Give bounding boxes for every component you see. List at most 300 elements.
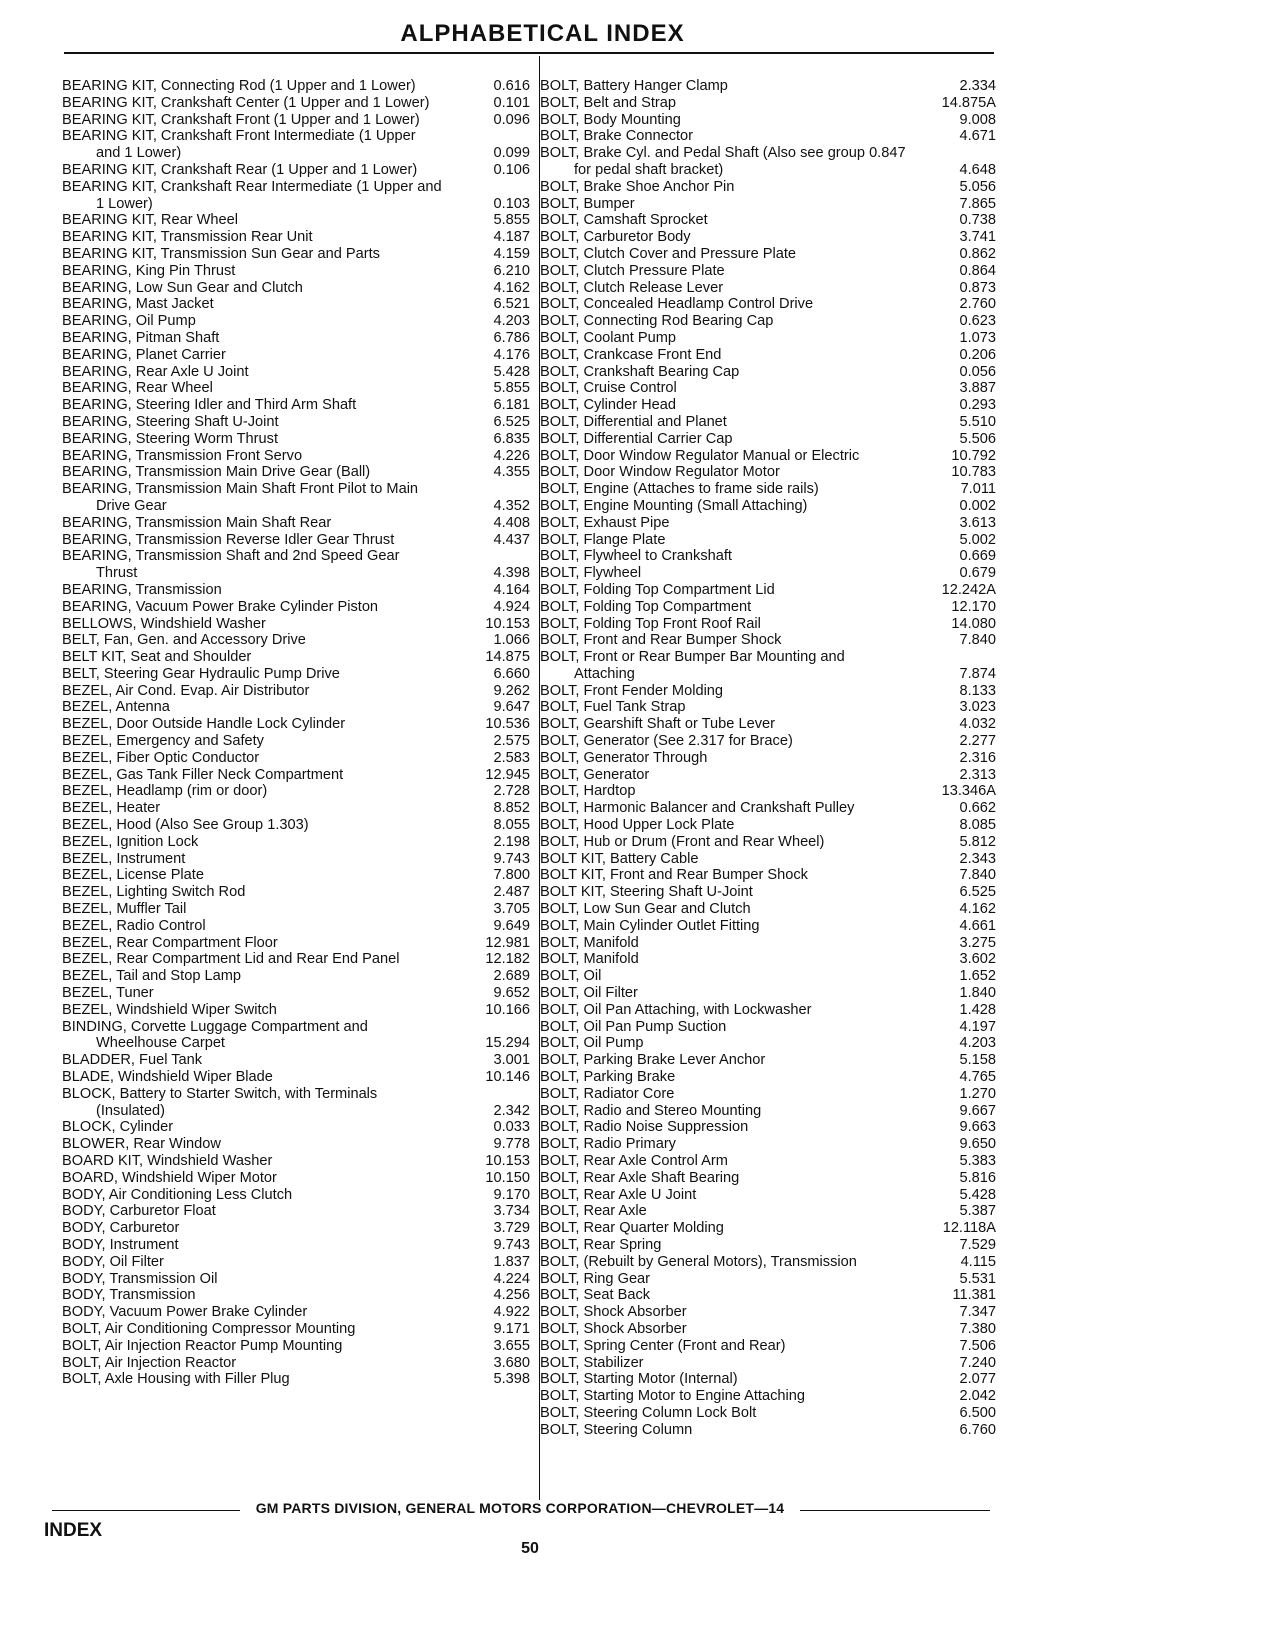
entry-page-ref: 12.118A [942,1220,996,1237]
entry-text: BELLOWS, Windshield Washer [62,616,446,633]
index-entry [540,716,996,733]
entry-text: BEARING, Transmission Main Drive Gear (Ball) [62,464,446,481]
entry-text: BEZEL, Rear Compartment Lid and Rear End Panel [62,951,446,968]
index-entry [62,263,530,280]
footer-text: GM PARTS DIVISION, GENERAL MOTORS CORPORATION—CHEVROLET—14 [255,1500,785,1516]
entry-text: BEZEL, Hood (Also See Group 1.303) [62,817,446,834]
entry-text: BOLT, Ring Gear [540,1271,912,1288]
entry-text: BOLT, Shock Absorber [540,1321,912,1338]
entry-text: BOLT, Radio Primary [540,1136,912,1153]
index-entry [62,313,530,330]
index-entry [62,783,530,800]
entry-page-ref: 5.855 [493,380,530,397]
entry-text: BOLT, Fuel Tank Strap [540,699,912,716]
entry-page-ref: 2.342 [493,1102,530,1119]
entry-text: BLADE, Windshield Wiper Blade [62,1069,446,1086]
entry-page-ref: 4.162 [493,279,530,296]
entry-text: BOLT, Oil Filter [540,985,912,1002]
index-entry [62,128,530,162]
entry-page-ref: 4.765 [959,1069,996,1086]
index-entry [62,817,530,834]
entry-page-ref: 2.728 [493,783,530,800]
entry-text: BEARING, Planet Carrier [62,347,446,364]
entry-text: BOLT, Clutch Pressure Plate [540,263,912,280]
index-entry [62,834,530,851]
entry-text: BOARD, Windshield Wiper Motor [62,1170,446,1187]
index-entry [540,985,996,1002]
entry-text: BOLT, Radio Noise Suppression [540,1119,912,1136]
index-entry [62,397,530,414]
entry-text: BOLT, Engine Mounting (Small Attaching) [540,498,912,515]
entry-page-ref: 6.525 [493,413,530,430]
entry-page-ref: 12.242A [941,581,996,598]
entry-page-ref: 9.743 [493,1236,530,1253]
entry-page-ref: 12.981 [485,934,530,951]
entry-page-ref: 14.875 [485,649,530,666]
index-entry [540,834,996,851]
entry-text: BOLT, Axle Housing with Filler Plug [62,1371,446,1388]
entry-text: BODY, Carburetor [62,1220,446,1237]
index-entry [540,851,996,868]
entry-page-ref: 5.428 [959,1186,996,1203]
entry-page-ref: 9.262 [493,682,530,699]
entry-page-ref: 4.648 [959,161,996,178]
entry-text: BOLT, Folding Top Compartment [540,599,912,616]
index-entry [62,968,530,985]
entry-text: BOLT, Main Cylinder Outlet Fitting [540,918,912,935]
entry-page-ref: 2.575 [493,733,530,750]
entry-page-ref: 3.741 [959,229,996,246]
entry-page-ref: 0.623 [959,313,996,330]
index-entry [540,212,996,229]
entry-page-ref: 2.583 [493,749,530,766]
index-entry [540,481,996,498]
entry-page-ref: 9.649 [493,917,530,934]
index-entry [540,263,996,280]
index-entry [540,347,996,364]
entry-text: BEARING, Transmission Reverse Idler Gear Thrust [62,532,446,549]
index-entry [540,1287,996,1304]
entry-text: BEZEL, Antenna [62,699,446,716]
index-entry [540,1002,996,1019]
entry-page-ref: 6.210 [493,262,530,279]
entry-page-ref: 0.862 [959,245,996,262]
entry-text: BEARING KIT, Crankshaft Rear Intermediate (1 Upper and 1 Lower) [62,179,446,213]
entry-page-ref: 4.922 [493,1304,530,1321]
entry-page-ref: 3.613 [959,514,996,531]
entry-text: BEARING, Transmission Main Shaft Rear [62,515,446,532]
entry-page-ref: 5.002 [959,531,996,548]
index-entry [62,246,530,263]
entry-page-ref: 0.662 [959,800,996,817]
entry-page-ref: 4.408 [493,514,530,531]
entry-page-ref: 5.510 [959,413,996,430]
entry-page-ref: 0.864 [959,262,996,279]
index-entry [62,750,530,767]
entry-text: BEARING, Vacuum Power Brake Cylinder Piston [62,599,446,616]
entry-page-ref: 5.383 [959,1153,996,1169]
entry-page-ref: 9.008 [959,111,996,128]
entry-text: BEARING, Mast Jacket [62,296,446,313]
entry-page-ref: 4.203 [959,1035,996,1052]
entry-text: BOLT, Crankshaft Bearing Cap [540,364,912,381]
index-entry [62,296,530,313]
entry-page-ref: 0.096 [493,111,530,128]
entry-page-ref: 6.525 [959,884,996,901]
index-entry [540,1052,996,1069]
index-entry [540,800,996,817]
entry-page-ref: 2.277 [959,733,996,750]
index-entry [540,112,996,129]
entry-page-ref: 12.182 [485,951,530,968]
index-entry [62,733,530,750]
entry-text: BOLT, Clutch Cover and Pressure Plate [540,246,912,263]
entry-text: BOLT, Low Sun Gear and Clutch [540,901,912,918]
index-entry [540,515,996,532]
entry-text: BLADDER, Fuel Tank [62,1052,446,1069]
entry-page-ref: 0.293 [959,397,996,414]
entry-text: BEARING, Steering Idler and Third Arm Shaft [62,397,446,414]
entry-page-ref: 2.760 [959,296,996,313]
index-entry [540,582,996,599]
entry-page-ref: 4.176 [493,346,530,363]
index-entry [540,1388,996,1405]
entry-page-ref: 0.669 [959,548,996,565]
entry-text: BEARING, Pitman Shaft [62,330,446,347]
index-entry [62,78,530,95]
entry-page-ref: 10.166 [485,1001,530,1018]
entry-page-ref: 3.680 [493,1354,530,1371]
entry-page-ref: 10.150 [485,1169,530,1186]
entry-text: BOLT, Brake Cyl. and Pedal Shaft (Also see group 0.847 for pedal shaft bracket) [540,145,912,179]
index-entry [62,851,530,868]
entry-text: BOLT, Rear Axle Control Arm [540,1153,912,1170]
entry-page-ref: 10.146 [485,1069,530,1086]
index-entry [540,599,996,616]
entry-text: BOLT, Rear Axle [540,1203,912,1220]
entry-page-ref: 9.647 [493,699,530,716]
index-entry [540,1355,996,1372]
index-entry [540,632,996,649]
entry-page-ref: 7.874 [959,665,996,682]
entry-page-ref: 9.663 [959,1119,996,1136]
index-entry [540,767,996,784]
entry-page-ref: 4.224 [493,1270,530,1287]
entry-text: BODY, Instrument [62,1237,446,1254]
entry-text: BOLT, Radio and Stereo Mounting [540,1103,912,1120]
index-entry [540,431,996,448]
entry-page-ref: 10.153 [485,1153,530,1169]
entry-page-ref: 6.760 [959,1421,996,1438]
index-entry [540,280,996,297]
entry-page-ref: 4.437 [493,531,530,548]
index-entry [540,1119,996,1136]
entry-page-ref: 7.380 [959,1320,996,1337]
entry-page-ref: 1.066 [493,632,530,649]
page-number: 50 [521,1540,539,1557]
entry-text: BEARING, Transmission [62,582,446,599]
entry-page-ref: 3.729 [493,1220,530,1237]
index-entry [62,1019,530,1053]
index-entry [62,532,530,549]
entry-page-ref: 3.705 [493,901,530,918]
entry-page-ref: 4.661 [959,917,996,934]
entry-page-ref: 4.159 [493,245,530,262]
entry-page-ref: 5.531 [959,1270,996,1287]
entry-text: BOLT, Engine (Attaches to frame side rails) [540,481,912,498]
entry-page-ref: 2.316 [959,749,996,766]
index-entry [540,565,996,582]
entry-text: BOLT, Air Conditioning Compressor Mounting [62,1321,446,1338]
entry-page-ref: 0.099 [493,145,530,162]
entry-text: BOLT, Front Fender Molding [540,683,912,700]
entry-text: BEZEL, License Plate [62,867,446,884]
entry-text: BEZEL, Emergency and Safety [62,733,446,750]
page-title: ALPHABETICAL INDEX [400,20,685,47]
index-entry [62,582,530,599]
index-entry [62,683,530,700]
index-entry [540,968,996,985]
index-entry [62,414,530,431]
entry-text: BOLT, Belt and Strap [540,95,912,112]
entry-text: BEARING, Rear Axle U Joint [62,364,446,381]
index-entry [62,380,530,397]
index-entry [540,1170,996,1187]
entry-page-ref: 12.945 [485,766,530,783]
index-entry [62,1069,530,1086]
entry-page-ref: 4.256 [493,1287,530,1304]
index-entry [62,1271,530,1288]
entry-text: BOLT KIT, Front and Rear Bumper Shock [540,867,912,884]
index-entry [540,1371,996,1388]
entry-text: BEARING, Oil Pump [62,313,446,330]
entry-text: BEARING KIT, Crankshaft Rear (1 Upper and 1 Lower) [62,162,446,179]
index-entry [62,1136,530,1153]
entry-page-ref: 2.343 [959,850,996,867]
index-entry [540,179,996,196]
index-entry [62,364,530,381]
entry-page-ref: 9.650 [959,1136,996,1153]
entry-page-ref: 11.381 [952,1287,996,1304]
entry-text: BOLT, Clutch Release Lever [540,280,912,297]
entry-page-ref: 5.158 [959,1052,996,1069]
entry-text: BODY, Oil Filter [62,1254,446,1271]
index-entry [62,448,530,465]
entry-page-ref: 5.816 [959,1169,996,1186]
entry-text: BOLT, Front and Rear Bumper Shock [540,632,912,649]
index-entry [62,95,530,112]
index-entry [540,1321,996,1338]
index-entry [62,1287,530,1304]
index-entry [540,884,996,901]
index-entry [62,179,530,213]
entry-text: BOLT, Harmonic Balancer and Crankshaft Pulley [540,800,912,817]
entry-page-ref: 6.660 [493,665,530,682]
entry-page-ref: 4.162 [959,901,996,918]
entry-text: BEARING KIT, Connecting Rod (1 Upper and 1 Lower) [62,78,446,95]
index-entry [540,733,996,750]
index-entry [62,867,530,884]
entry-text: BOLT, Body Mounting [540,112,912,129]
entry-page-ref: 13.346A [941,783,996,800]
entry-text: BOLT, Concealed Headlamp Control Drive [540,296,912,313]
entry-page-ref: 0.738 [959,212,996,229]
index-entry [62,280,530,297]
entry-text: BOLT, Generator [540,767,912,784]
entry-text: BINDING, Corvette Luggage Compartment and Wheelhouse Carpet [62,1019,446,1053]
section-label: INDEX [44,1520,103,1541]
entry-text: BOLT, (Rebuilt by General Motors), Transmission [540,1254,912,1271]
entry-text: BOLT, Differential Carrier Cap [540,431,912,448]
entry-text: BOLT, Generator (See 2.317 for Brace) [540,733,912,750]
left-column [62,78,530,1388]
entry-page-ref: 0.033 [493,1119,530,1136]
entry-page-ref: 7.347 [959,1304,996,1321]
entry-page-ref: 0.106 [493,161,530,178]
index-entry [540,1187,996,1204]
entry-text: BOLT, Front or Rear Bumper Bar Mounting and Attaching [540,649,912,683]
entry-text: BELT, Steering Gear Hydraulic Pump Drive [62,666,446,683]
entry-page-ref: 1.837 [493,1253,530,1270]
entry-text: BEARING, Steering Worm Thrust [62,431,446,448]
entry-page-ref: 1.840 [959,985,996,1002]
entry-text: BOLT, Gearshift Shaft or Tube Lever [540,716,912,733]
index-entry [540,1237,996,1254]
entry-page-ref: 2.077 [959,1371,996,1388]
index-entry [62,548,530,582]
index-entry [62,1203,530,1220]
index-entry [62,1338,530,1355]
index-entry [62,616,530,633]
index-entry [540,128,996,145]
entry-page-ref: 2.313 [959,766,996,783]
entry-text: BOLT, Coolant Pump [540,330,912,347]
entry-text: BOLT, Steering Column Lock Bolt [540,1405,912,1422]
entry-text: BOLT, Cylinder Head [540,397,912,414]
index-entry [540,1304,996,1321]
entry-page-ref: 7.865 [959,195,996,212]
entry-text: BEZEL, Radio Control [62,918,446,935]
index-entry [540,196,996,213]
entry-page-ref: 4.226 [493,447,530,464]
entry-text: BOLT, Oil Pan Attaching, with Lockwasher [540,1002,912,1019]
entry-text: BEARING KIT, Crankshaft Center (1 Upper and 1 Lower) [62,95,446,112]
entry-text: BOLT, Folding Top Front Roof Rail [540,616,912,633]
entry-page-ref: 4.671 [959,128,996,145]
index-entry [62,1237,530,1254]
index-entry [62,884,530,901]
entry-text: BOLT, Parking Brake [540,1069,912,1086]
entry-text: BEZEL, Gas Tank Filler Neck Compartment [62,767,446,784]
entry-page-ref: 2.487 [493,884,530,901]
index-entry [540,649,996,683]
index-entry [540,414,996,431]
index-entry [540,1405,996,1422]
index-entry [540,1019,996,1036]
entry-page-ref: 4.355 [493,464,530,481]
entry-page-ref: 9.778 [493,1136,530,1153]
entry-text: BOLT, Starting Motor to Engine Attaching [540,1388,912,1405]
entry-text: BOLT, Door Window Regulator Motor [540,464,912,481]
entry-text: BOLT, Flywheel to Crankshaft [540,548,912,565]
index-entry [540,1338,996,1355]
index-entry [540,901,996,918]
entry-text: BEARING KIT, Crankshaft Front (1 Upper and 1 Lower) [62,112,446,129]
entry-page-ref: 8.085 [959,817,996,834]
entry-text: BOLT, Rear Axle U Joint [540,1187,912,1204]
index-entry [540,464,996,481]
index-entry [62,1187,530,1204]
index-entry [62,599,530,616]
index-entry [62,112,530,129]
entry-page-ref: 1.428 [959,1001,996,1018]
entry-text: BOLT, Air Injection Reactor Pump Mounting [62,1338,446,1355]
entry-text: BOLT, Generator Through [540,750,912,767]
entry-text: BOLT, Battery Hanger Clamp [540,78,912,95]
entry-page-ref: 10.536 [485,716,530,733]
entry-text: BEZEL, Instrument [62,851,446,868]
entry-text: BELT, Fan, Gen. and Accessory Drive [62,632,446,649]
entry-page-ref: 2.198 [493,833,530,850]
entry-text: BOLT, Cruise Control [540,380,912,397]
entry-text: BOARD KIT, Windshield Washer [62,1153,446,1170]
index-entry [540,1254,996,1271]
index-entry [540,683,996,700]
entry-page-ref: 3.887 [959,380,996,397]
entry-text: BOLT, Rear Axle Shaft Bearing [540,1170,912,1187]
entry-text: BOLT, Parking Brake Lever Anchor [540,1052,912,1069]
entry-text: BODY, Vacuum Power Brake Cylinder [62,1304,446,1321]
entry-text: BOLT, Hardtop [540,783,912,800]
index-entry [540,1086,996,1103]
entry-text: BOLT, Carburetor Body [540,229,912,246]
entry-text: BOLT, Manifold [540,951,912,968]
entry-page-ref: 4.164 [493,581,530,598]
index-entry [62,1371,530,1388]
entry-text: BEZEL, Rear Compartment Floor [62,935,446,952]
entry-text: BEARING, King Pin Thrust [62,263,446,280]
entry-page-ref: 2.689 [493,968,530,985]
entry-page-ref: 6.500 [959,1404,996,1421]
index-entry [62,1321,530,1338]
index-entry [540,935,996,952]
index-entry [62,1086,530,1120]
entry-text: BOLT, Oil Pan Pump Suction [540,1019,912,1036]
entry-page-ref: 7.529 [959,1236,996,1253]
entry-text: BLOWER, Rear Window [62,1136,446,1153]
entry-page-ref: 4.187 [493,229,530,246]
index-entry [540,1422,996,1439]
entry-text: BOLT KIT, Steering Shaft U-Joint [540,884,912,901]
index-entry [540,364,996,381]
entry-text: BOLT, Seat Back [540,1287,912,1304]
entry-text: BOLT, Radiator Core [540,1086,912,1103]
index-entry [540,532,996,549]
entry-text: BEARING, Transmission Front Servo [62,448,446,465]
index-entry [62,800,530,817]
entry-text: BELT KIT, Seat and Shoulder [62,649,446,666]
entry-page-ref: 2.334 [959,78,996,94]
entry-page-ref: 12.170 [951,598,996,615]
entry-text: BOLT, Flange Plate [540,532,912,549]
entry-text: BOLT, Brake Shoe Anchor Pin [540,179,912,196]
index-entry [62,162,530,179]
entry-page-ref: 7.800 [493,867,530,884]
entry-page-ref: 5.506 [959,430,996,447]
entry-text: BOLT, Folding Top Compartment Lid [540,582,912,599]
entry-text: BOLT, Hub or Drum (Front and Rear Wheel) [540,834,912,851]
entry-page-ref: 4.115 [960,1253,996,1270]
